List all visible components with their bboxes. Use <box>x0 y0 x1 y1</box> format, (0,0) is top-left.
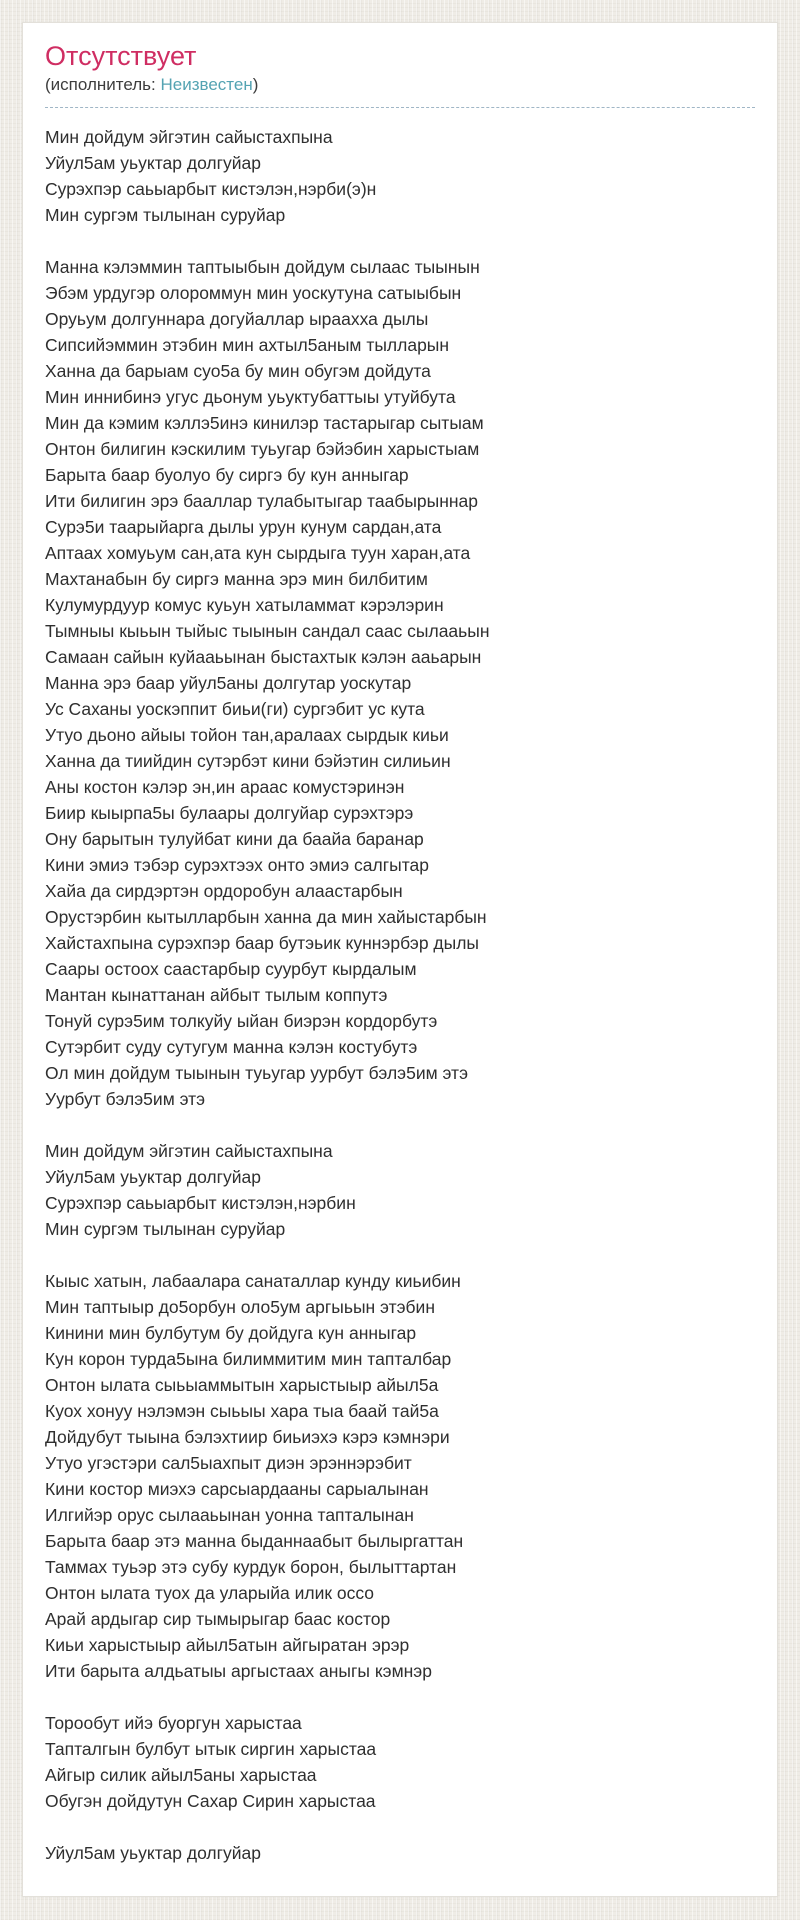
lyric-line: Ону барытын тулуйбат кини да баайа баранар <box>45 829 424 849</box>
song-header <box>45 41 755 108</box>
lyric-line: Утуо дьоно айыы тойон тан,аралаах сырдык киьи <box>45 725 449 745</box>
lyric-line: Ус Саханы уоскэппит биьи(ги) сургэбит ус кута <box>45 699 425 719</box>
artist-label-prefix: (исполнитель: <box>45 75 161 94</box>
stanza <box>45 1268 755 1684</box>
lyric-line: Кыыс хатын, лабаалара санаталлар кунду киьибин <box>45 1271 461 1291</box>
lyrics-text <box>45 124 755 1866</box>
lyric-line: Ханна да тиийдин сутэрбэт кини бэйэтин силиьин <box>45 751 451 771</box>
lyric-line: Тапталгын булбут ытык сиргин харыстаа <box>45 1739 377 1759</box>
stanza <box>45 1138 755 1242</box>
lyric-line: Хайа да сирдэртэн ордоробун алаастарбын <box>45 881 403 901</box>
lyric-line: Махтанабын бу сиргэ манна эрэ мин билбитим <box>45 569 428 589</box>
stanza <box>45 1840 755 1866</box>
lyric-line: Уурбут бэлэ5им этэ <box>45 1089 206 1109</box>
lyric-line: Киьи харыстыыр айыл5атын айгыратан эрэр <box>45 1635 410 1655</box>
stanza <box>45 1710 755 1814</box>
lyric-line: Самаан сайын куйааьынан быстахтык кэлэн ааьарын <box>45 647 482 667</box>
lyric-line: Барыта баар буолуо бу сиргэ бу кун анныгар <box>45 465 409 485</box>
lyric-line: Онтон ылата сыьыаммытын харыстыыр айыл5а <box>45 1375 439 1395</box>
stanza <box>45 124 755 228</box>
lyric-line: Сурэ5и таарыйарга дылы урун кунум сардан,ата <box>45 517 442 537</box>
lyric-line: Аптаах хомуьум сан,ата кун сырдыга туун харан,ата <box>45 543 471 563</box>
lyric-line: Сурэхпэр саьыарбыт кистэлэн,нэрби(э)н <box>45 179 377 199</box>
lyric-line: Ити билигин эрэ бааллар тулабытыгар таабырыннар <box>45 491 479 511</box>
artist-link[interactable]: Неизвестен <box>160 75 253 94</box>
lyric-line: Мин да кэмим кэллэ5инэ кинилэр тастарыгар сытыам <box>45 413 484 433</box>
lyric-line: Эбэм урдугэр олороммун мин уоскутуна сатыыбын <box>45 283 462 303</box>
lyric-line: Ити барыта алдьатыы аргыстаах аныгы кэмнэр <box>45 1661 432 1681</box>
lyric-line: Оруьум долгуннара догуйаллар ыраахха дылы <box>45 309 429 329</box>
lyric-line: Уйул5ам уьуктар долгуйар <box>45 1843 262 1863</box>
lyric-line: Мантан кынаттанан айбыт тылым коппутэ <box>45 985 388 1005</box>
lyric-line: Арай ардыгар сир тымырыгар баас костор <box>45 1609 391 1629</box>
lyric-line: Илгийэр орус сылааьынан уонна тапталынан <box>45 1505 414 1525</box>
lyric-line: Кулумурдуур комус куьун хатыламмат кэрэлэрин <box>45 595 444 615</box>
lyric-line: Сурэхпэр саьыарбыт кистэлэн,нэрбин <box>45 1193 356 1213</box>
artist-label-suffix: ) <box>252 75 259 94</box>
lyric-line: Аны костон кэлэр эн,ин араас комустэринэн <box>45 777 405 797</box>
lyric-line: Барыта баар этэ манна быданнаабыт былыргаттан <box>45 1531 464 1551</box>
lyric-line: Обугэн дойдутун Сахар Сирин харыстаа <box>45 1791 376 1811</box>
lyric-line: Мин иннибинэ угус дьонум уьуктубаттыы утуйбута <box>45 387 456 407</box>
lyric-line: Таммах туьэр этэ субу курдук борон, былыттартан <box>45 1557 457 1577</box>
lyric-line: Манна кэлэммин таптыыбын дойдум сылаас тыынын <box>45 257 480 277</box>
stanza <box>45 254 755 1112</box>
lyric-line: Утуо угэстэри сал5ыахпыт диэн эрэннэрэбит <box>45 1453 412 1473</box>
lyric-line: Кинини мин булбутум бу дойдуга кун анныгар <box>45 1323 417 1343</box>
lyric-line: Уйул5ам уьуктар долгуйар <box>45 153 262 173</box>
lyric-line: Манна эрэ баар уйул5аны долгутар уоскутар <box>45 673 412 693</box>
lyric-line: Уйул5ам уьуктар долгуйар <box>45 1167 262 1187</box>
lyric-line: Куох хонуу нэлэмэн сыьыы хара тыа баай тай5а <box>45 1401 439 1421</box>
lyric-line: Онтон билигин кэскилим туьугар бэйэбин харыстыам <box>45 439 480 459</box>
lyric-line: Мин таптыыр до5орбун оло5ум аргыьын этэбин <box>45 1297 435 1317</box>
page-title: Отсутствует <box>45 41 197 71</box>
lyric-line: Сутэрбит суду сутугум манна кэлэн костубутэ <box>45 1037 418 1057</box>
artist-line <box>45 74 755 95</box>
lyric-line: Онтон ылата туох да уларыйа илик оссо <box>45 1583 375 1603</box>
lyric-line: Кун корон турда5ына билиммитим мин тапталбар <box>45 1349 452 1369</box>
lyric-line: Мин сургэм тылынан суруйар <box>45 1219 286 1239</box>
lyric-line: Мин сургэм тылынан суруйар <box>45 205 286 225</box>
lyric-line: Тонуй сурэ5им толкуйу ыйан биэрэн кордорбутэ <box>45 1011 438 1031</box>
lyric-line: Торообут ийэ буоргун харыстаа <box>45 1713 302 1733</box>
lyric-line: Ханна да барыам суо5а бу мин обугэм дойдута <box>45 361 431 381</box>
lyric-line: Айгыр силик айыл5аны харыстаа <box>45 1765 317 1785</box>
lyric-line: Мин дойдум эйгэтин сайыстахпына <box>45 127 333 147</box>
lyric-line: Сипсийэммин этэбин мин ахтыл5аным тылларын <box>45 335 450 355</box>
lyric-line: Кини костор миэхэ сарсыардааны сарыалынан <box>45 1479 429 1499</box>
lyrics-card <box>22 22 778 1897</box>
lyric-line: Орустэрбин кытылларбын ханна да мин хайыстарбын <box>45 907 487 927</box>
lyric-line: Хайстахпына сурэхпэр баар бутэьик куннэрбэр дылы <box>45 933 480 953</box>
lyric-line: Саары остоох саастарбыр суурбут кырдалым <box>45 959 417 979</box>
lyric-line: Дойдубут тыына бэлэхтиир биьиэхэ кэрэ кэмнэри <box>45 1427 450 1447</box>
lyric-line: Мин дойдум эйгэтин сайыстахпына <box>45 1141 333 1161</box>
lyric-line: Биир кыырпа5ы булаары долгуйар сурэхтэрэ <box>45 803 414 823</box>
lyric-line: Тымныы кыьын тыйыс тыынын сандал саас сылааьын <box>45 621 490 641</box>
lyric-line: Ол мин дойдум тыынын туьугар уурбут бэлэ5им этэ <box>45 1063 468 1083</box>
lyric-line: Кини эмиэ тэбэр сурэхтээх онто эмиэ салгытар <box>45 855 429 875</box>
